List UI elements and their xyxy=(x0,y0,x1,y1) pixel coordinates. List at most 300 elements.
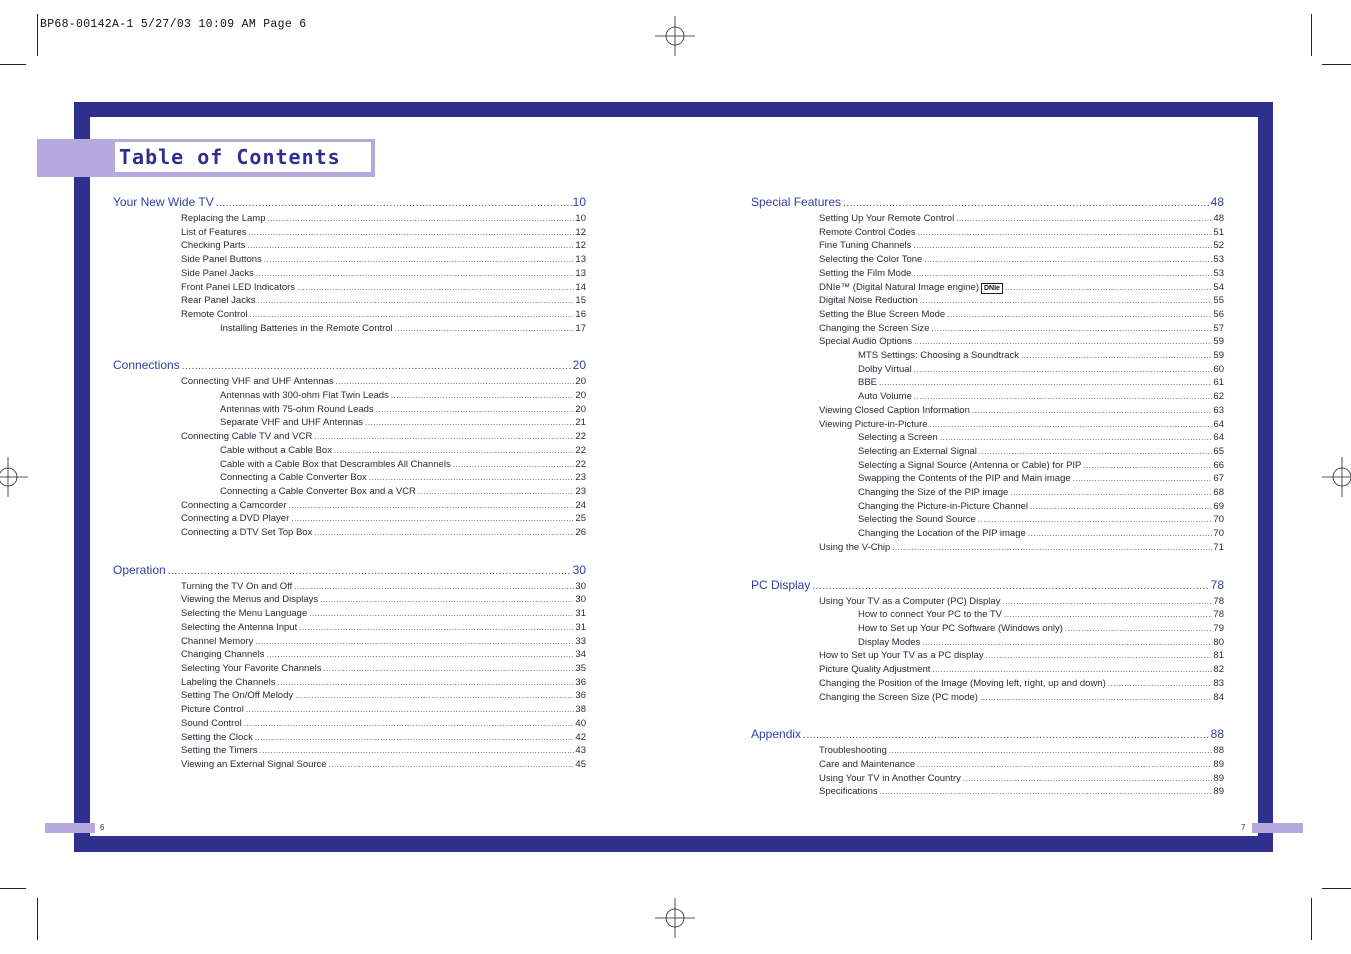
toc-entry[interactable] xyxy=(819,226,1224,240)
toc-page-number: 68 xyxy=(1213,487,1224,499)
toc-entry-label: Labeling the Channels xyxy=(181,676,276,688)
dot-leader xyxy=(336,375,575,389)
dot-leader xyxy=(914,335,1212,349)
dot-leader xyxy=(278,676,575,690)
toc-entry[interactable] xyxy=(819,691,1224,705)
toc-section-page: 48 xyxy=(1210,195,1224,209)
dot-leader xyxy=(940,431,1213,445)
toc-entry[interactable] xyxy=(181,375,586,389)
toc-page-number: 51 xyxy=(1213,226,1224,238)
dot-leader xyxy=(250,308,575,322)
toc-entry-label: Viewing Picture-in-Picture xyxy=(819,418,928,430)
toc-section-title: Operation xyxy=(113,562,166,577)
toc-entry-label: Cable with a Cable Box that Descrambles All Channels xyxy=(220,458,451,470)
toc-page-number: 79 xyxy=(1213,622,1224,634)
dot-leader xyxy=(1108,677,1213,691)
dot-leader xyxy=(295,689,574,703)
dot-leader xyxy=(889,744,1213,758)
registration-mark-icon xyxy=(655,16,695,56)
crop-mark xyxy=(0,888,26,889)
toc-entry[interactable] xyxy=(181,648,586,662)
toc-entry-label: Selecting a Screen xyxy=(858,432,938,444)
toc-entry[interactable] xyxy=(181,689,586,703)
dot-leader xyxy=(334,444,574,458)
toc-entry[interactable] xyxy=(819,335,1224,349)
print-slug: BP68-00142A-1 5/27/03 10:09 AM Page 6 xyxy=(40,18,307,31)
toc-page-number: 78 xyxy=(1213,595,1224,607)
toc-entry-label: Changing the Size of the PIP image xyxy=(858,487,1009,499)
toc-entry-label: Selecting Your Favorite Channels xyxy=(181,662,322,674)
toc-entry-label: Swapping the Contents of the PIP and Main image xyxy=(858,473,1071,485)
toc-entry[interactable] xyxy=(819,649,1224,663)
toc-entry-label: Remote Control Codes xyxy=(819,226,916,238)
dot-leader xyxy=(1030,500,1212,514)
toc-section xyxy=(751,194,1224,555)
dot-leader xyxy=(1005,281,1212,295)
toc-page-number: 59 xyxy=(1213,336,1224,348)
dot-leader xyxy=(291,512,574,526)
toc-page-number: 78 xyxy=(1213,609,1224,621)
toc-entry[interactable] xyxy=(819,239,1224,253)
toc-entry[interactable] xyxy=(181,731,586,745)
toc-entry-label: Turning the TV On and Off xyxy=(181,580,293,592)
dot-leader xyxy=(257,294,574,308)
toc-entry-label: Separate VHF and UHF Antennas xyxy=(220,417,364,429)
toc-entry[interactable] xyxy=(181,621,586,635)
dot-leader xyxy=(329,758,575,772)
toc-entry[interactable] xyxy=(858,486,1224,500)
toc-entry-label: Using Your TV in Another Country xyxy=(819,772,961,784)
toc-page-number: 30 xyxy=(575,594,586,606)
page-number-left: 6 xyxy=(100,823,105,832)
toc-entry[interactable] xyxy=(181,662,586,676)
toc-entry[interactable] xyxy=(819,267,1224,281)
toc-entry[interactable] xyxy=(181,212,586,226)
toc-entry[interactable] xyxy=(181,308,586,322)
toc-page-number: 12 xyxy=(575,240,586,252)
toc-entry[interactable] xyxy=(819,281,1224,295)
dot-leader xyxy=(264,253,575,267)
dot-leader xyxy=(299,621,574,635)
toc-entry[interactable] xyxy=(858,459,1224,473)
toc-entry-label: Front Panel LED Indicators xyxy=(181,281,296,293)
toc-page-number: 82 xyxy=(1213,664,1224,676)
toc-entry-label: Changing Channels xyxy=(181,649,265,661)
dot-leader xyxy=(323,662,574,676)
toc-page-number: 12 xyxy=(575,226,586,238)
toc-entry[interactable] xyxy=(819,541,1224,555)
dot-leader xyxy=(314,430,574,444)
toc-section-heading[interactable] xyxy=(751,577,1224,595)
toc-entry[interactable] xyxy=(181,744,586,758)
toc-entry[interactable] xyxy=(181,758,586,772)
dot-leader xyxy=(369,471,575,485)
toc-page-number: 22 xyxy=(575,458,586,470)
dot-leader xyxy=(1083,459,1212,473)
toc-section-heading[interactable] xyxy=(113,357,586,375)
toc-entry[interactable] xyxy=(181,635,586,649)
toc-entry[interactable] xyxy=(181,717,586,731)
toc-entry[interactable] xyxy=(819,212,1224,226)
toc-entry[interactable] xyxy=(858,608,1224,622)
dot-leader xyxy=(297,281,574,295)
dot-leader xyxy=(978,513,1213,527)
toc-page-number: 48 xyxy=(1213,213,1224,224)
toc-page-number: 67 xyxy=(1213,473,1224,485)
dot-leader xyxy=(255,731,575,745)
dot-leader xyxy=(930,418,1213,432)
toc-entry[interactable] xyxy=(819,758,1224,772)
toc-page-number: 70 xyxy=(1213,514,1224,526)
toc-page-number: 61 xyxy=(1213,377,1224,389)
dot-leader xyxy=(395,322,575,336)
toc-entry-label: List of Features xyxy=(181,226,247,238)
dot-leader xyxy=(812,579,1209,595)
toc-entry[interactable] xyxy=(819,772,1224,786)
toc-entry-label: Connecting Cable TV and VCR xyxy=(181,431,313,443)
dot-leader xyxy=(309,607,574,621)
dot-leader xyxy=(1021,349,1212,363)
toc-entry-label: Rear Panel Jacks xyxy=(181,295,256,307)
dot-leader xyxy=(168,564,572,580)
toc-entry[interactable] xyxy=(220,458,586,472)
dot-leader xyxy=(917,758,1212,772)
toc-section xyxy=(113,562,586,772)
toc-page-number: 31 xyxy=(575,608,586,620)
dot-leader xyxy=(931,322,1212,336)
registration-mark-icon xyxy=(655,898,695,938)
toc-entry-label: Using the V-Chip xyxy=(819,541,891,553)
toc-entry-label: Setting the Timers xyxy=(181,745,258,757)
toc-entry-label: How to connect Your PC to the TV xyxy=(858,609,1002,621)
toc-section xyxy=(751,726,1224,799)
toc-entry[interactable] xyxy=(181,593,586,607)
toc-entry[interactable] xyxy=(181,676,586,690)
toc-entry-label: Setting The On/Off Melody xyxy=(181,690,294,702)
dot-leader xyxy=(320,593,574,607)
toc-entry[interactable] xyxy=(819,404,1224,418)
toc-entry[interactable] xyxy=(220,322,586,336)
dot-leader xyxy=(1065,622,1213,636)
toc-section-heading[interactable] xyxy=(751,726,1224,744)
toc-page-number: 21 xyxy=(575,417,586,429)
toc-entry[interactable] xyxy=(181,607,586,621)
toc-page-number: 71 xyxy=(1213,541,1224,553)
crop-mark xyxy=(0,64,26,65)
toc-section-title: Special Features xyxy=(751,195,842,209)
toc-entry-label: Replacing the Lamp xyxy=(181,213,266,224)
toc-page-number: 66 xyxy=(1213,459,1224,471)
toc-page-number: 60 xyxy=(1213,363,1224,375)
toc-entry-label: Connecting a DVD Player xyxy=(181,513,290,525)
toc-entry[interactable] xyxy=(819,308,1224,322)
toc-entry-label: Cable without a Cable Box xyxy=(220,444,332,456)
toc-entry-label: Care and Maintenance xyxy=(819,758,916,770)
dot-leader xyxy=(391,389,575,403)
toc-entry-label: Connecting a Cable Converter Box xyxy=(220,472,367,484)
toc-entry[interactable] xyxy=(220,485,586,499)
toc-page-number: 83 xyxy=(1213,677,1224,689)
dot-leader xyxy=(1073,472,1213,486)
toc-entry-label: How to Set up Your TV as a PC display xyxy=(819,650,984,662)
dot-leader xyxy=(947,308,1212,322)
toc-entry[interactable] xyxy=(858,349,1224,363)
toc-entry-label: Picture Quality Adjustment xyxy=(819,664,931,676)
dot-leader xyxy=(932,663,1212,677)
dot-leader xyxy=(244,717,575,731)
toc-entry[interactable] xyxy=(181,703,586,717)
toc-page-number: 38 xyxy=(575,704,586,716)
toc-entry-label: Connecting VHF and UHF Antennas xyxy=(181,376,334,388)
toc-section-heading[interactable] xyxy=(751,194,1224,212)
toc-entry-label: Side Panel Buttons xyxy=(181,254,262,266)
toc-entry[interactable] xyxy=(858,390,1224,404)
toc-section-page: 10 xyxy=(572,195,586,209)
toc-entry[interactable] xyxy=(181,580,586,594)
dot-leader xyxy=(1002,595,1212,609)
crop-mark xyxy=(37,898,38,940)
toc-entry[interactable] xyxy=(181,512,586,526)
toc-entry-label: Viewing the Menus and Displays xyxy=(181,594,319,606)
toc-entry-label: Changing the Position of the Image (Moving left, right, up and down) xyxy=(819,677,1106,689)
toc-page-number: 22 xyxy=(575,444,586,456)
toc-entry[interactable] xyxy=(181,226,586,240)
crop-mark xyxy=(37,14,38,56)
toc-entry-label: Antennas with 300-ohm Flat Twin Leads xyxy=(220,390,389,402)
toc-section-title: Connections xyxy=(113,358,180,373)
toc-entry-label: Selecting an External Signal xyxy=(858,445,977,457)
toc-entry-label: Setting the Clock xyxy=(181,731,253,743)
dot-leader xyxy=(1010,486,1212,500)
toc-entry[interactable] xyxy=(220,389,586,403)
dot-leader xyxy=(972,404,1213,418)
toc-column-right xyxy=(751,194,1224,821)
toc-page-number: 62 xyxy=(1213,391,1224,403)
toc-page-number: 36 xyxy=(575,690,586,702)
toc-entry-label: Sound Control xyxy=(181,717,242,729)
toc-entry[interactable] xyxy=(858,363,1224,377)
toc-page-number: 36 xyxy=(575,676,586,688)
dot-leader xyxy=(182,359,572,375)
dot-leader xyxy=(924,253,1212,267)
dot-leader xyxy=(1028,527,1213,541)
page-title: Table of Contents xyxy=(119,145,341,169)
registration-mark-icon xyxy=(1322,457,1351,497)
toc-page-number: 89 xyxy=(1213,786,1224,798)
toc-entry-label: Using Your TV as a Computer (PC) Display xyxy=(819,595,1001,607)
dot-leader xyxy=(247,239,574,253)
toc-entry[interactable] xyxy=(858,636,1224,650)
dnie-logo-icon: DNIe xyxy=(981,283,1003,294)
toc-page-number: 81 xyxy=(1213,650,1224,662)
crop-mark xyxy=(1311,898,1312,940)
toc-entry[interactable] xyxy=(181,253,586,267)
dot-leader xyxy=(879,376,1212,390)
toc-page-number: 20 xyxy=(575,390,586,402)
toc-entry-label: BBE xyxy=(858,377,878,389)
dot-leader xyxy=(255,635,574,649)
toc-page-number: 10 xyxy=(575,213,586,224)
toc-section-heading[interactable] xyxy=(113,562,586,580)
toc-entry-label: Picture Control xyxy=(181,704,244,716)
toc-entry[interactable] xyxy=(181,239,586,253)
toc-entry[interactable] xyxy=(819,677,1224,691)
dot-leader xyxy=(260,744,575,758)
toc-page-number: 52 xyxy=(1213,240,1224,252)
toc-page-number: 84 xyxy=(1213,691,1224,703)
dot-leader xyxy=(920,294,1213,308)
toc-page-number: 23 xyxy=(575,472,586,484)
dot-leader xyxy=(246,703,575,717)
dot-leader xyxy=(892,541,1212,555)
toc-entry-label: How to Set up Your PC Software (Windows only) xyxy=(858,622,1063,634)
toc-page-number: 17 xyxy=(575,322,586,334)
dot-leader xyxy=(803,728,1210,744)
toc-page-number: 64 xyxy=(1213,418,1224,430)
toc-section-title: Appendix xyxy=(751,727,802,742)
toc-section-title: PC Display xyxy=(751,577,811,592)
toc-entry-label: Remote Control xyxy=(181,308,248,320)
toc-page-number: 89 xyxy=(1213,758,1224,770)
toc-entry[interactable] xyxy=(858,376,1224,390)
toc-entry[interactable] xyxy=(181,499,586,513)
dot-leader xyxy=(986,649,1213,663)
toc-section-title: Your New Wide TV xyxy=(113,195,214,209)
toc-entry[interactable] xyxy=(819,663,1224,677)
toc-entry-label: Connecting a DTV Set Top Box xyxy=(181,527,313,539)
toc-entry-label: Digital Noise Reduction xyxy=(819,295,918,307)
toc-entry[interactable] xyxy=(220,444,586,458)
toc-page-number: 56 xyxy=(1213,308,1224,320)
toc-entry[interactable] xyxy=(181,526,586,540)
toc-page-number: 88 xyxy=(1213,745,1224,757)
toc-entry-label: Selecting the Menu Language xyxy=(181,608,308,620)
crop-mark xyxy=(1311,14,1312,56)
dot-leader xyxy=(980,691,1212,705)
toc-page-number: 22 xyxy=(575,431,586,443)
toc-entry[interactable] xyxy=(858,472,1224,486)
toc-entry-label: Viewing an External Signal Source xyxy=(181,758,327,770)
toc-page-number: 63 xyxy=(1213,404,1224,416)
toc-entry-label: Selecting the Antenna Input xyxy=(181,621,298,633)
dot-leader xyxy=(914,390,1213,404)
toc-entry[interactable] xyxy=(858,500,1224,514)
dot-leader xyxy=(453,458,575,472)
page-tab-right xyxy=(1252,823,1303,833)
toc-page-number: 80 xyxy=(1213,636,1224,648)
toc-entry-label: Changing the Screen Size xyxy=(819,322,930,334)
toc-page-number: 55 xyxy=(1213,295,1224,307)
toc-section-heading[interactable] xyxy=(113,194,586,212)
dot-leader xyxy=(256,267,575,281)
toc-entry-label: Fine Tuning Channels xyxy=(819,240,912,252)
toc-entry-label: Side Panel Jacks xyxy=(181,267,254,279)
toc-page-number: 64 xyxy=(1213,432,1224,444)
toc-entry[interactable] xyxy=(181,267,586,281)
toc-page-number: 70 xyxy=(1213,528,1224,540)
toc-page-number: 33 xyxy=(575,635,586,647)
toc-page-number: 13 xyxy=(575,267,586,279)
toc-entry-label: Antennas with 75-ohm Round Leads xyxy=(220,403,374,415)
toc-entry[interactable] xyxy=(220,416,586,430)
toc-page-number: 89 xyxy=(1213,772,1224,784)
toc-page-number: 15 xyxy=(575,295,586,307)
toc-entry-label: Selecting the Sound Source xyxy=(858,514,976,526)
toc-entry[interactable] xyxy=(858,513,1224,527)
toc-entry[interactable] xyxy=(858,445,1224,459)
toc-entry-label: MTS Settings: Choosing a Soundtrack xyxy=(858,350,1020,362)
dot-leader xyxy=(294,580,574,594)
dot-leader xyxy=(914,363,1213,377)
toc-entry-label: Changing the Screen Size (PC mode) xyxy=(819,691,978,703)
toc-entry-label: Setting the Film Mode xyxy=(819,267,912,279)
toc-entry[interactable] xyxy=(819,595,1224,609)
toc-page-number: 53 xyxy=(1213,267,1224,279)
toc-entry[interactable] xyxy=(181,430,586,444)
toc-entry-label: Auto Volume xyxy=(858,391,912,403)
toc-entry-label: Special Audio Options xyxy=(819,336,912,348)
toc-entry[interactable] xyxy=(858,622,1224,636)
toc-page-number: 20 xyxy=(575,376,586,388)
toc-section-page: 30 xyxy=(572,562,586,577)
dot-leader xyxy=(1004,608,1212,622)
toc-entry[interactable] xyxy=(181,281,586,295)
toc-entry[interactable] xyxy=(220,471,586,485)
toc-entry[interactable] xyxy=(858,527,1224,541)
toc-page-number: 43 xyxy=(575,745,586,757)
toc-entry[interactable] xyxy=(819,322,1224,336)
toc-entry[interactable] xyxy=(181,294,586,308)
page-tab-left xyxy=(45,823,95,833)
toc-page-number: 59 xyxy=(1213,350,1224,362)
dot-leader xyxy=(843,196,1210,212)
toc-page-number: 40 xyxy=(575,717,586,729)
toc-page-number: 42 xyxy=(575,731,586,743)
toc-entry-label: Checking Parts xyxy=(181,240,246,252)
toc-entry[interactable] xyxy=(819,418,1224,432)
toc-page-number: 54 xyxy=(1213,281,1224,293)
dot-leader xyxy=(956,212,1212,226)
toc-entry-label: Changing the Picture-in-Picture Channel xyxy=(858,500,1029,512)
toc-page-number: 14 xyxy=(575,281,586,293)
toc-entry[interactable] xyxy=(819,785,1224,799)
toc-entry[interactable] xyxy=(819,253,1224,267)
toc-entry[interactable] xyxy=(819,744,1224,758)
toc-page-number: 24 xyxy=(575,499,586,511)
toc-entry[interactable] xyxy=(220,403,586,417)
page-number-right: 7 xyxy=(1241,823,1246,832)
dot-leader xyxy=(266,648,574,662)
registration-mark-icon xyxy=(0,457,28,497)
toc-entry-label: Installing Batteries in the Remote Control xyxy=(220,322,393,334)
toc-entry[interactable] xyxy=(819,294,1224,308)
toc-page-number: 65 xyxy=(1213,445,1224,457)
toc-entry[interactable] xyxy=(858,431,1224,445)
toc-section xyxy=(113,357,586,539)
toc-section xyxy=(113,194,586,335)
toc-section-page: 78 xyxy=(1210,577,1224,592)
toc-page-number: 35 xyxy=(575,662,586,674)
toc-page-number: 34 xyxy=(575,649,586,661)
dot-leader xyxy=(922,636,1212,650)
toc-entry-label: Changing the Location of the PIP image xyxy=(858,528,1026,540)
toc-section-page: 20 xyxy=(572,358,586,373)
toc-section-page: 88 xyxy=(1210,727,1224,742)
toc-entry-label: Display Modes xyxy=(858,636,921,648)
toc-page-number: 25 xyxy=(575,513,586,525)
toc-entry-label: Dolby Virtual xyxy=(858,363,912,375)
toc-page-number: 13 xyxy=(575,254,586,266)
